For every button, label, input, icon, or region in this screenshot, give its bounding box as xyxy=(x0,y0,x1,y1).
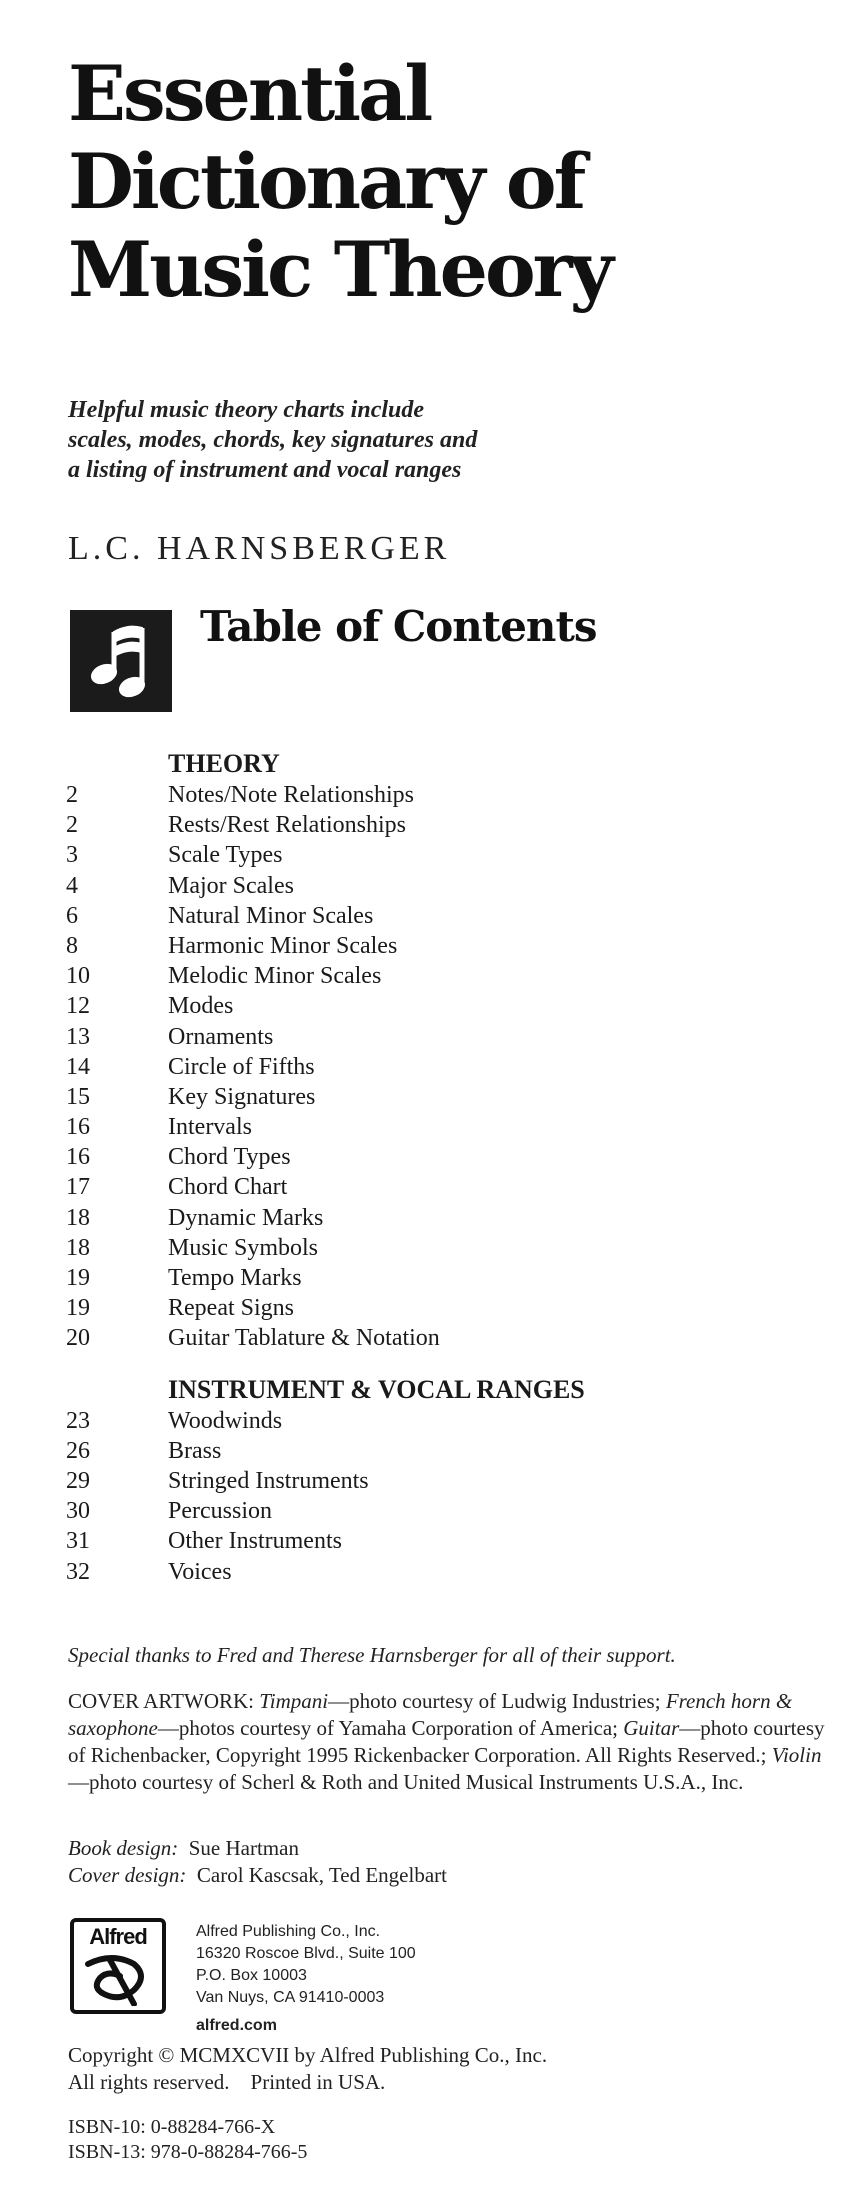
toc-page-number: 13 xyxy=(66,1023,90,1050)
toc-entry xyxy=(66,1172,766,1202)
toc-entry xyxy=(66,1263,766,1293)
publisher-address: Van Nuys, CA 91410-0003 xyxy=(196,1989,385,2006)
alfred-logo xyxy=(70,1918,166,2014)
toc-entry-label: Percussion xyxy=(168,1498,272,1525)
logo-wordmark: Alfred xyxy=(89,1924,147,1949)
toc-entry-label: Music Symbols xyxy=(168,1234,319,1261)
toc-page-number: 18 xyxy=(66,1204,90,1231)
toc-entry-label: Scale Types xyxy=(168,842,283,869)
section-heading: INSTRUMENT & VOCAL RANGES xyxy=(168,1374,585,1404)
toc-entry xyxy=(66,780,766,810)
horn-sax-credit: —photos courtesy of Yamaha Corporation of America; xyxy=(157,1716,618,1740)
copyright-block xyxy=(68,2042,547,2096)
toc-entry xyxy=(66,840,766,870)
toc-entry-label: Voices xyxy=(168,1558,232,1585)
isbn-10: ISBN-10: 0-88284-766-X xyxy=(68,2116,276,2138)
music-note-icon xyxy=(70,610,172,712)
toc-entry-label: Melodic Minor Scales xyxy=(168,963,382,990)
toc-entry xyxy=(66,991,766,1021)
toc-page-number: 14 xyxy=(66,1053,90,1080)
toc-page-number: 3 xyxy=(66,842,78,869)
toc-entry xyxy=(66,1082,766,1112)
toc-page-number: 18 xyxy=(66,1234,90,1261)
rights-line: All rights reserved. Printed in USA. xyxy=(68,2070,386,2094)
toc-page-number: 4 xyxy=(66,872,78,899)
toc-entry-label: Dynamic Marks xyxy=(168,1204,324,1231)
toc-entry-label: Rests/Rest Relationships xyxy=(168,812,407,839)
guitar-label: Guitar xyxy=(623,1716,680,1740)
book-title xyxy=(68,50,828,314)
toc-entry xyxy=(66,1323,766,1353)
theory-entries xyxy=(66,780,766,1354)
toc-entry xyxy=(66,1293,766,1323)
toc-entry xyxy=(66,1466,766,1496)
toc-page-number: 16 xyxy=(66,1144,90,1171)
toc-entry-label: Other Instruments xyxy=(168,1528,342,1555)
design-credits xyxy=(68,1835,768,1889)
subtitle-line: a listing of instrument and vocal ranges xyxy=(68,457,462,483)
toc-page-number: 23 xyxy=(66,1407,90,1434)
book-designer: Sue Hartman xyxy=(188,1836,299,1860)
author-name: L.C. HARNSBERGER xyxy=(68,530,451,567)
toc-entry-label: Stringed Instruments xyxy=(168,1467,369,1494)
toc-page-number: 2 xyxy=(66,812,78,839)
thanks-note: Special thanks to Fred and Therese Harnsberger for all of their support. xyxy=(68,1643,676,1667)
toc-entry-label: Tempo Marks xyxy=(168,1265,302,1291)
toc-page-number: 10 xyxy=(66,963,90,990)
toc-entry-label: Repeat Signs xyxy=(168,1295,294,1322)
ranges-entries xyxy=(66,1406,766,1587)
toc-entry xyxy=(66,871,766,901)
timpani-label: Timpani xyxy=(259,1689,329,1713)
toc-entry-label: Woodwinds xyxy=(168,1407,283,1434)
toc-entry xyxy=(66,1436,766,1466)
isbn-13: ISBN-13: 978-0-88284-766-5 xyxy=(68,2141,308,2163)
toc-page-number: 15 xyxy=(66,1083,90,1110)
violin-credit: —photo courtesy of Scherl & Roth and United Musical Instruments U.S.A., Inc. xyxy=(68,1770,744,1794)
toc-entry xyxy=(66,1526,766,1556)
toc-entry xyxy=(66,1022,766,1052)
toc-entry-label: Intervals xyxy=(168,1114,252,1141)
toc-page-number: 20 xyxy=(66,1325,90,1352)
toc-entry-label: Major Scales xyxy=(168,872,294,899)
toc-entry-label: Ornaments xyxy=(168,1023,274,1050)
toc-page-number: 30 xyxy=(66,1498,90,1525)
toc-entry-label: Notes/Note Relationships xyxy=(168,782,414,808)
toc-page-number: 12 xyxy=(66,993,90,1020)
toc-entry-label: Circle of Fifths xyxy=(168,1053,315,1080)
toc-entry xyxy=(66,1203,766,1233)
cover-credits xyxy=(68,1688,828,1796)
toc-entry xyxy=(66,1233,766,1263)
toc-entry-label: Modes xyxy=(168,993,234,1020)
toc-page-number: 17 xyxy=(66,1174,90,1201)
publisher-info xyxy=(196,1921,416,2037)
toc-page-number: 19 xyxy=(66,1265,90,1291)
section-heading: THEORY xyxy=(168,749,280,778)
toc-entry xyxy=(66,1112,766,1142)
toc-entry-label: Brass xyxy=(168,1437,222,1464)
publisher-name: Alfred Publishing Co., Inc. xyxy=(196,1923,381,1940)
isbn-block xyxy=(68,2115,307,2165)
toc-entry-label: Guitar Tablature & Notation xyxy=(168,1325,440,1352)
publisher-address: P.O. Box 10003 xyxy=(196,1967,307,1984)
toc-page-number: 2 xyxy=(66,782,78,808)
toc-entry xyxy=(66,1052,766,1082)
guitar-credit: —photo courtesy of Richenbacker, Copyright 1995 Rickenbacker Corporation. All Rights Reserved.; xyxy=(68,1716,825,1767)
subtitle-line: scales, modes, chords, key signatures and xyxy=(68,427,478,453)
table-of-contents xyxy=(66,748,766,1587)
horn-sax-label: French horn & saxophone xyxy=(68,1689,793,1740)
toc-entry-label: Chord Types xyxy=(168,1144,291,1171)
toc-entry xyxy=(66,810,766,840)
toc-page-number: 6 xyxy=(66,902,78,929)
timpani-credit: —photo courtesy of Ludwig Industries; xyxy=(328,1689,661,1713)
cover-design-label: Cover design: xyxy=(68,1863,187,1887)
toc-entry xyxy=(66,1142,766,1172)
toc-page-number: 32 xyxy=(66,1558,90,1585)
toc-page-number: 19 xyxy=(66,1295,90,1322)
toc-page-number: 26 xyxy=(66,1437,90,1464)
toc-entry xyxy=(66,901,766,931)
cover-label: COVER ARTWORK: xyxy=(68,1689,254,1713)
publisher-website: alfred.com xyxy=(196,2017,277,2034)
toc-entry xyxy=(66,931,766,961)
violin-label: Violin xyxy=(771,1743,822,1767)
publisher-address: 16320 Roscoe Blvd., Suite 100 xyxy=(196,1945,416,1962)
copyright-line: Copyright © MCMXCVII by Alfred Publishing Co., Inc. xyxy=(68,2043,548,2067)
toc-page-number: 29 xyxy=(66,1467,90,1494)
treble-clef-icon xyxy=(82,1954,154,2006)
toc-page-number: 16 xyxy=(66,1114,90,1141)
toc-entry-label: Chord Chart xyxy=(168,1174,288,1201)
title-line: Music Theory xyxy=(68,225,611,314)
title-line: Dictionary of xyxy=(68,137,584,226)
toc-title: Table of Contents xyxy=(200,602,597,651)
cover-designers: Carol Kascsak, Ted Engelbart xyxy=(196,1863,447,1887)
toc-page-number: 8 xyxy=(66,932,78,959)
toc-entry-label: Key Signatures xyxy=(168,1083,316,1110)
toc-entry xyxy=(66,1496,766,1526)
toc-entry-label: Harmonic Minor Scales xyxy=(168,932,398,959)
toc-page-number: 31 xyxy=(66,1528,90,1555)
subtitle-line: Helpful music theory charts include xyxy=(68,397,425,423)
subtitle xyxy=(68,395,628,485)
book-design-label: Book design: xyxy=(68,1836,179,1860)
toc-entry xyxy=(66,1557,766,1587)
toc-entry xyxy=(66,961,766,991)
title-line: Essential xyxy=(68,49,431,138)
toc-entry-label: Natural Minor Scales xyxy=(168,902,374,929)
toc-entry xyxy=(66,1406,766,1436)
